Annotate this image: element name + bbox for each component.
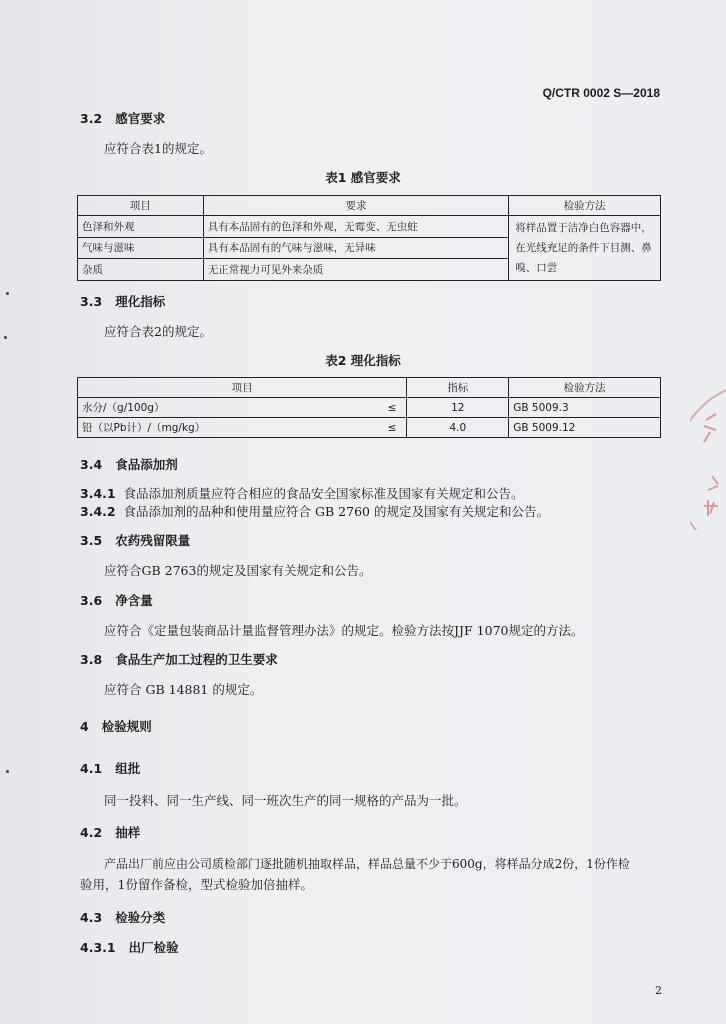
table-header-cell: 检验方法 bbox=[509, 378, 661, 398]
section-3-6-text: 应符合《定量包装商品计量监督管理办法》的规定。检验方法按JJF 1070规定的方法。 bbox=[104, 623, 584, 638]
section-title: 检验分类 bbox=[115, 910, 166, 925]
section-number: 3.8 bbox=[80, 652, 103, 667]
section-text: 食品添加剂质量应符合相应的食品安全国家标准及国家有关规定和公告。 bbox=[123, 486, 524, 501]
table-header-row bbox=[78, 378, 661, 398]
document-code: Q/CTR 0002 S—2018 bbox=[542, 86, 660, 100]
section-3-3-text: 应符合表2的规定。 bbox=[104, 324, 212, 339]
table2-physicochemical bbox=[77, 377, 661, 438]
table-cell: 12 bbox=[407, 398, 509, 418]
table-row bbox=[78, 216, 661, 238]
section-number: 3.2 bbox=[80, 111, 103, 126]
table-cell: 杂质 bbox=[78, 259, 204, 281]
section-title: 感官要求 bbox=[115, 111, 166, 126]
binding-hole-mark bbox=[4, 336, 7, 339]
section-4-3-heading bbox=[80, 908, 165, 926]
section-4-3-1-heading bbox=[80, 938, 179, 956]
section-number: 3.6 bbox=[80, 593, 103, 608]
section-3-5-text: 应符合GB 2763的规定及国家有关规定和公告。 bbox=[104, 563, 372, 578]
section-3-3-heading bbox=[80, 292, 165, 310]
table1-sensory bbox=[77, 195, 661, 281]
table-cell: 水分/（g/100g） bbox=[78, 398, 328, 418]
section-title: 检验规则 bbox=[101, 719, 152, 734]
table-header-cell: 项目 bbox=[78, 378, 407, 398]
binding-hole-mark bbox=[6, 770, 9, 773]
table-header-cell: 指标 bbox=[407, 378, 509, 398]
table-cell-operator: ≤ bbox=[327, 398, 407, 418]
section-title: 食品添加剂 bbox=[115, 457, 178, 472]
seal-stamp-fragment bbox=[690, 380, 726, 540]
section-4-1-heading bbox=[80, 759, 140, 777]
table-cell: 具有本品固有的气味与滋味，无异味 bbox=[203, 237, 508, 259]
table-header-cell: 项目 bbox=[78, 196, 204, 216]
section-title: 组批 bbox=[115, 761, 141, 776]
table-row bbox=[78, 418, 661, 438]
binding-hole-mark bbox=[6, 292, 9, 295]
section-number: 3.4.2 bbox=[80, 504, 116, 519]
section-3-2-text: 应符合表1的规定。 bbox=[104, 141, 212, 156]
section-4-1-text: 同一投料、同一生产线、同一班次生产的同一规格的产品为一批。 bbox=[104, 793, 467, 808]
section-number: 4.3 bbox=[80, 910, 103, 925]
table-cell: 4.0 bbox=[407, 418, 509, 438]
section-title: 农药残留限量 bbox=[115, 533, 191, 548]
table-cell-operator: ≤ bbox=[327, 418, 407, 438]
section-title: 净含量 bbox=[115, 593, 153, 608]
page-number: 2 bbox=[655, 984, 662, 997]
table-row bbox=[78, 398, 661, 418]
section-text: 食品添加剂的品种和使用量应符合 GB 2760 的规定及国家有关规定和公告。 bbox=[123, 504, 549, 519]
table-cell: 气味与滋味 bbox=[78, 237, 204, 259]
table-cell: 铅（以Pb计）/（mg/kg） bbox=[78, 418, 328, 438]
section-3-8-text: 应符合 GB 14881 的规定。 bbox=[104, 682, 263, 697]
section-3-4-1 bbox=[80, 484, 524, 502]
section-3-8-heading bbox=[80, 650, 278, 668]
section-number: 3.3 bbox=[80, 294, 103, 309]
section-3-6-heading bbox=[80, 591, 153, 609]
section-number: 3.4 bbox=[80, 457, 103, 472]
section-4-2-text-line1: 产品出厂前应由公司质检部门逐批随机抽取样品，样品总量不少于600g，将样品分成2份，1份作检 bbox=[104, 857, 630, 871]
table-cell-method: 将样品置于洁净白色容器中，在光线充足的条件下目测、鼻嗅、口尝 bbox=[509, 216, 661, 281]
table-cell: GB 5009.3 bbox=[509, 398, 661, 418]
table-cell: 无正常视力可见外来杂质 bbox=[203, 259, 508, 281]
section-3-4-2 bbox=[80, 502, 549, 520]
table1-caption: 表1 感官要求 bbox=[325, 170, 401, 185]
section-number: 4 bbox=[80, 719, 89, 734]
table-header-cell: 要求 bbox=[203, 196, 508, 216]
section-number: 3.5 bbox=[80, 533, 103, 548]
table-header-row bbox=[78, 196, 661, 216]
section-title: 食品生产加工过程的卫生要求 bbox=[115, 652, 278, 667]
section-4-heading bbox=[80, 717, 152, 735]
section-number: 3.4.1 bbox=[80, 486, 116, 501]
section-3-5-heading bbox=[80, 531, 190, 549]
section-4-2-heading bbox=[80, 823, 140, 841]
section-title: 抽样 bbox=[115, 825, 141, 840]
table-header-cell: 检验方法 bbox=[509, 196, 661, 216]
section-title: 出厂检验 bbox=[128, 940, 179, 955]
table-cell: 具有本品固有的色泽和外观，无霉变、无虫蛀 bbox=[203, 216, 508, 238]
section-number: 4.3.1 bbox=[80, 940, 116, 955]
table-cell: 色泽和外观 bbox=[78, 216, 204, 238]
table2-caption: 表2 理化指标 bbox=[325, 353, 401, 368]
section-3-2-heading bbox=[80, 109, 165, 127]
table-cell: GB 5009.12 bbox=[509, 418, 661, 438]
section-title: 理化指标 bbox=[115, 294, 166, 309]
section-4-2-text-line2: 验用，1份留作备检，型式检验加倍抽样。 bbox=[80, 877, 313, 892]
section-number: 4.2 bbox=[80, 825, 103, 840]
section-number: 4.1 bbox=[80, 761, 103, 776]
section-3-4-heading bbox=[80, 455, 178, 473]
